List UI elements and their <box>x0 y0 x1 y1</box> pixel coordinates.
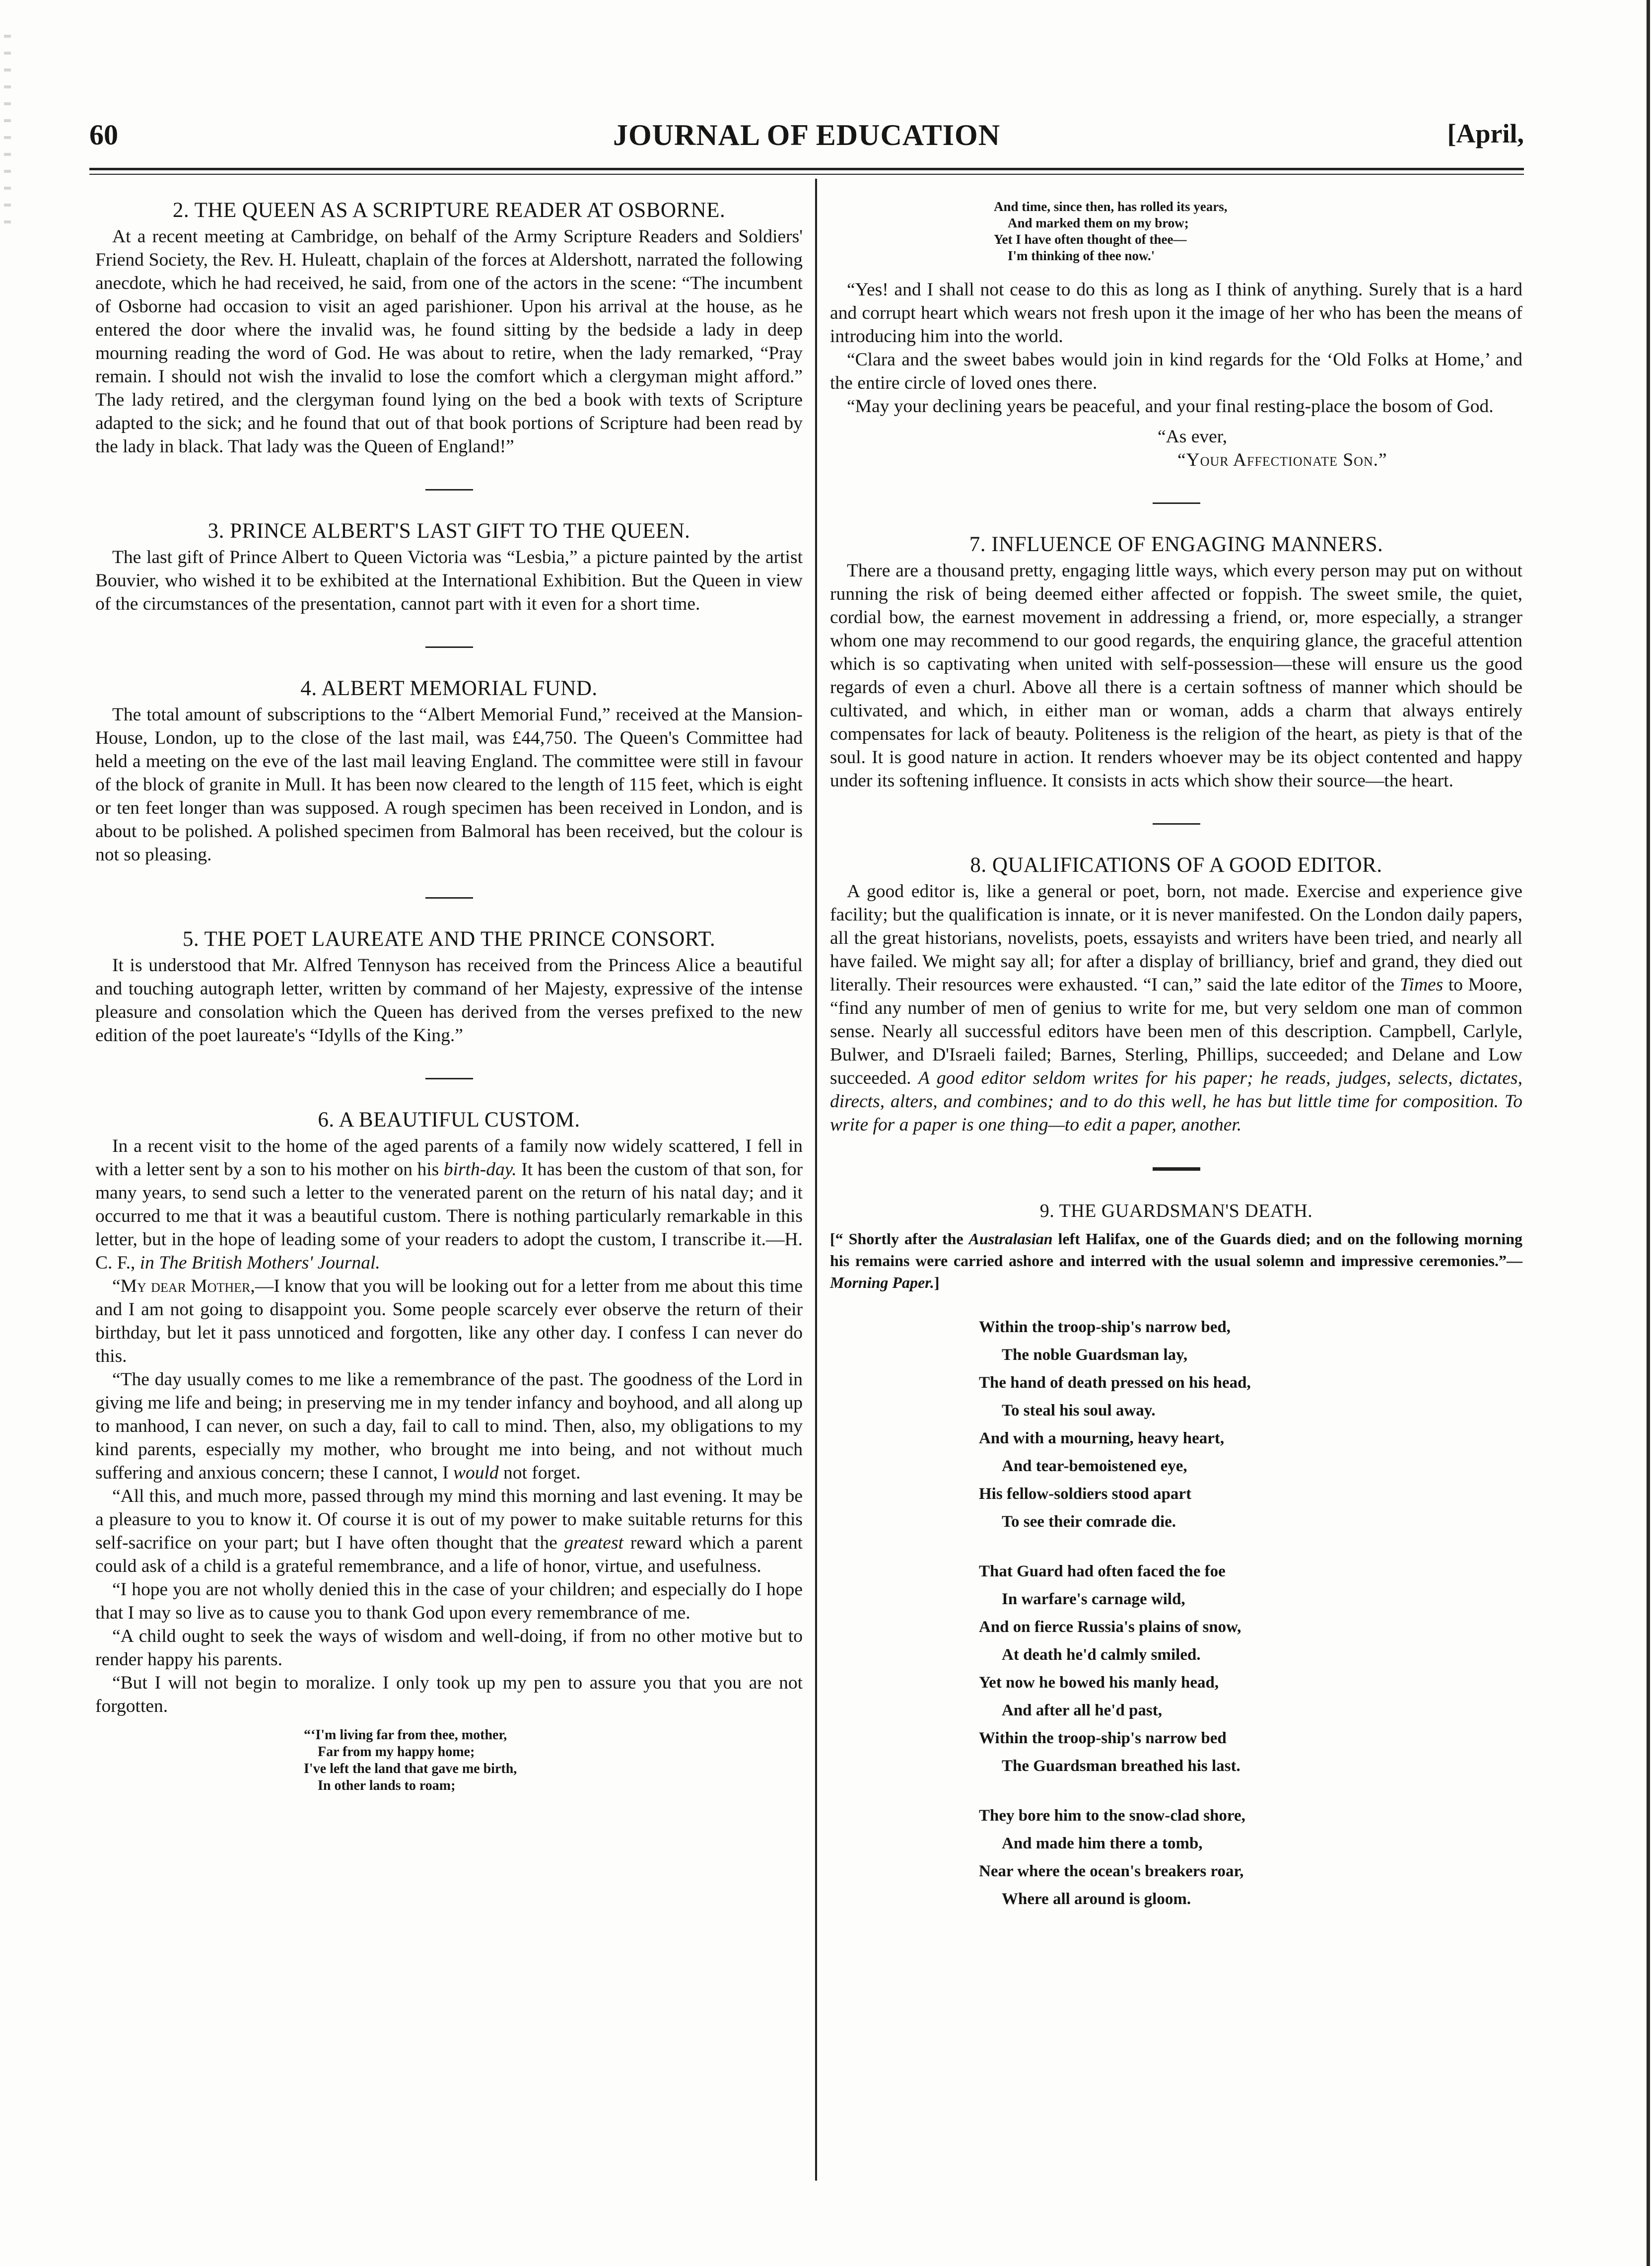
letter-emphasis: would <box>453 1463 499 1483</box>
poem-line: Yet now he bowed his manly head, <box>979 1674 1219 1692</box>
article-heading: 5. THE POET LAUREATE AND THE PRINCE CONSORT. <box>182 927 716 951</box>
article-body: The last gift of Prince Albert to Queen Victoria was “Lesbia,” a picture painted by the artist Bouvier, who wished it to be exhibited at the International Exhibition. But the Queen in view of the circumstances of the presentation, cannot part with it even for a short time. <box>95 547 803 614</box>
verse-line: I'm thinking of thee now.' <box>1008 248 1155 263</box>
letter-text-cont: reward which a parent could ask of a child is a grateful remembrance, and a life of honor, virtue, and usefulness. <box>95 1533 803 1576</box>
poem-line: To see their comrade die. <box>1002 1513 1176 1531</box>
letter-signoff <box>830 425 1522 472</box>
signoff-signature: “Your Affectionate Son.” <box>1177 450 1387 470</box>
intro-text-cont: It has been the custom of that son, for many years, to send such a letter to the venerated parent on the return of his natal day; and it occurred to me that it was a beautiful custom. There is nothing particularly remarkable in this letter, but in the hope of leading some of your readers to adopt the custom, I transcribe it.—H. C. F., <box>95 1159 803 1273</box>
poem-line: And on fierce Russia's plains of snow, <box>979 1618 1241 1636</box>
intro-birthday: birth-day. <box>443 1159 517 1180</box>
poem-line: Where all around is gloom. <box>1002 1890 1191 1908</box>
poem-stanza <box>979 1558 1522 1780</box>
issue-date: [April, <box>1447 119 1524 148</box>
section-separator <box>425 646 473 648</box>
poem-line: The noble Guardsman lay, <box>1002 1346 1188 1364</box>
note-text: [“ Shortly after the <box>830 1230 969 1248</box>
article-albert-memorial-fund <box>95 677 803 866</box>
article-heading: 4. ALBERT MEMORIAL FUND. <box>300 677 598 700</box>
article-body: It is understood that Mr. Alfred Tennyson has received from the Princess Alice a beautiful and touching autograph letter, written by command of her Majesty, expressive of the intense pleasure and consolation which the Queen has derived from the verses prefixed to the new edition of the poet laureate's “Idylls of the King.” <box>95 955 803 1046</box>
section-separator <box>1153 823 1200 825</box>
column-divider <box>815 179 817 2181</box>
poem <box>979 1313 1522 1913</box>
section-separator <box>1153 1167 1200 1171</box>
article-heading: 9. THE GUARDSMAN'S DEATH. <box>1039 1201 1313 1221</box>
article-heading: 7. INFLUENCE OF ENGAGING MANNERS. <box>969 533 1383 556</box>
letter-text: “All this, and much more, passed through my mind this morning and last evening. It may be a pleasure to you to know it. Of course it is out of my power to make suitable returns for this self-sacrifice on your part; but I have often thought that the <box>95 1486 803 1553</box>
letter-verse-continued <box>994 199 1522 264</box>
article-heading: 3. PRINCE ALBERT'S LAST GIFT TO THE QUEEN. <box>207 519 690 543</box>
letter-text-cont: not forget. <box>498 1463 581 1483</box>
poem-line: At death he'd calmly smiled. <box>1002 1646 1201 1664</box>
article-body: There are a thousand pretty, engaging little ways, which every person may put on without running the risk of being deemed either affected or foppish. The sweet smile, the quiet, cordial bow, the earnest movement in addressing a friend, or, more especially, a stranger whom one may recommend to our good regards, the enquiring glance, the graceful attention which is so captivating when united with self-possession—these will ensure us the good regards of even a churl. Above all there is a certain softness of manner which should be cultivated, and which, in either man or woman, adds a charm that always entirely compensates for lack of beauty. Politeness is the religion of the heart, as piety is that of the soul. It is good nature in action. It renders whoever may be its object contented and happy under its softening influence. It consists in acts which show their source—the heart. <box>830 561 1522 791</box>
poem-line: His fellow-soldiers stood apart <box>979 1485 1192 1503</box>
article-heading: 6. A BEAUTIFUL CUSTOM. <box>318 1108 580 1132</box>
article-body: The total amount of subscriptions to the “Albert Memorial Fund,” received at the Mansion-House, London, up to the close of the last mail, was £44,750. The Queen's Committee had held a meeting on the eve of the last mail leaving England. The committee were still in favour of the block of granite in Mull. It has been now cleared to the length of 115 feet, which is eight or ten feet longer than was supposed. A rough specimen has been received in London, and is about to be polished. A polished specimen from Balmoral has been received, but the colour is not so pleasing. <box>95 705 803 865</box>
signoff-line: “As ever, <box>1158 426 1228 447</box>
article-guardsmans-death <box>830 1200 1522 1913</box>
journal-title: JOURNAL OF EDUCATION <box>613 119 1001 151</box>
letter-paragraph <box>95 1368 803 1485</box>
poem-line: And with a mourning, heavy heart, <box>979 1429 1225 1447</box>
poem-line: That Guard had often faced the foe <box>979 1562 1226 1580</box>
intro-text: In a recent visit to the home of the aged parents of a family now widely scattered, I fell in with a letter sent by a son to his mother on his <box>95 1136 803 1180</box>
poem-line: In warfare's carnage wild, <box>1002 1590 1185 1608</box>
letter-emphasis: greatest <box>564 1533 623 1553</box>
body-times: Times <box>1399 975 1444 995</box>
section-separator <box>425 1078 473 1079</box>
poem-note <box>830 1228 1522 1293</box>
verse-line: I've left the land that gave me birth, <box>304 1761 517 1776</box>
article-body: At a recent meeting at Cambridge, on behalf of the Army Scripture Readers and Soldiers' Friend Society, the Rev. H. Huleatt, chaplain of the forces at Aldershott, narrated the following anecdote, which he had received, he said, from one of the actors in the scene: “The incumbent of Osborne had occasion to visit an aged parishioner. Upon his arrival at the house, as he entered the door where the invalid was, he found sitting by the bedside a lady in deep mourning reading the word of God. He was about to retire, when the lady remarked, “Pray remain. I should not wish the invalid to lose the comfort which a clergyman might afford.” The lady retired, and the clergyman found lying on the bed a book with texts of Scripture adapted to the sick; and he found that out of that book portions of Scripture had been read by the lady in black. That lady was the Queen of England!” <box>95 226 803 457</box>
letter-paragraph <box>95 1485 803 1578</box>
poem-stanza <box>979 1313 1522 1536</box>
verse-line: And time, since then, has rolled its years, <box>994 199 1228 214</box>
article-good-editor <box>830 853 1522 1136</box>
running-header <box>89 118 1524 163</box>
letter-text: “The day usually comes to me like a remembrance of the past. The goodness of the Lord in giving me life and being; in preserving me in my tender infancy and boyhood, and all along up to manhood, I can never, on such a day, fail to call to mind. Then, also, my obligations to my kind parents, especially my mother, who brought me into being, and not without much suffering and anxious concern; these I cannot, I <box>95 1369 803 1483</box>
note-text-cont: left Halifax, one of the Guards died; and on the following morning his remains were carried ashore and interred with the usual solemn and impressive ceremonies.”— <box>830 1230 1523 1270</box>
verse-line: In other lands to roam; <box>318 1778 456 1793</box>
page-number: 60 <box>89 119 118 151</box>
article-intro <box>95 1134 803 1275</box>
note-ship: Australasian <box>968 1230 1053 1248</box>
poem-line: To steal his soul away. <box>1002 1402 1156 1419</box>
body-italic-quote: A good editor seldom writes for his paper; he reads, judges, selects, dictates, directs, alters, and combines; and to do this well, he has but little time for composition. To write for a paper is one thing—to edit a paper, another. <box>830 1068 1522 1135</box>
poem-line: And made him there a tomb, <box>1002 1835 1203 1852</box>
poem-line: Within the troop-ship's narrow bed, <box>979 1318 1231 1336</box>
poem-line: They bore him to the snow-clad shore, <box>979 1807 1245 1825</box>
article-heading: 8. QUALIFICATIONS OF A GOOD EDITOR. <box>970 853 1382 877</box>
poem-line: Near where the ocean's breakers roar, <box>979 1862 1244 1880</box>
letter-salutation: “My dear Mother, <box>112 1276 255 1296</box>
article-heading: 2. THE QUEEN AS A SCRIPTURE READER AT OSBORNE. <box>172 199 726 222</box>
letter-paragraph: “A child ought to seek the ways of wisdom and well-doing, if from no other motive but to render happy his parents. <box>95 1626 803 1670</box>
section-separator <box>425 489 473 491</box>
article-beautiful-custom <box>95 1108 803 1794</box>
verse-line: Far from my happy home; <box>318 1744 475 1760</box>
letter-paragraph: “I hope you are not wholly denied this in the case of your children; and especially do I hope that I may so live as to cause you to thank God upon every remembrance of me. <box>95 1579 803 1623</box>
letter-paragraph <box>95 1275 803 1368</box>
letter-text: —I know that you will be looking out for a letter from me about this time and I am not going to disappoint you. Some people scarcely ever observe the return of their birthday, but let it pass unnoticed and forgotten, like any other day. I confess I can never do this. <box>95 1276 803 1366</box>
body-text: A good editor is, like a general or poet, born, not made. Exercise and experience give facility; but the qualification is innate, or it is never manifested. On the London daily papers, all the great historians, novelists, poets, essayists and writers have been tried, and nearly all have failed. We might say all; for after a display of brilliancy, brief and grand, they died out literally. Their resources were exhausted. “I can,” said the late editor of the <box>830 881 1522 995</box>
note-close: ] <box>934 1274 940 1291</box>
header-rule-thin <box>89 174 1524 175</box>
poem-stanza <box>979 1802 1522 1913</box>
poem-line: And after all he'd past, <box>1002 1701 1163 1719</box>
letter-paragraph: “Yes! and I shall not cease to do this as long as I think of anything. Surely that is a hard and corrupt heart which wears not fresh upon it the image of her who has been the means of introducing him into the world. <box>830 280 1522 347</box>
article-poet-laureate <box>95 927 803 1047</box>
letter-paragraph: “Clara and the sweet babes would join in kind regards for the ‘Old Folks at Home,’ and the entire circle of loved ones there. <box>830 350 1522 393</box>
header-rule <box>89 168 1524 170</box>
poem-line: The hand of death pressed on his head, <box>979 1374 1251 1392</box>
poem-line: The Guardsman breathed his last. <box>1002 1757 1240 1775</box>
article-queen-scripture-reader <box>95 199 803 458</box>
verse-line: “‘I'm living far from thee, mother, <box>304 1727 507 1743</box>
scan-binding-marks <box>4 35 11 233</box>
article-body <box>830 880 1522 1136</box>
article-prince-albert-gift <box>95 519 803 616</box>
section-separator <box>425 897 473 899</box>
poem-line: And tear-bemoistened eye, <box>1002 1457 1187 1475</box>
intro-source: in The British Mothers' Journal. <box>139 1253 380 1273</box>
verse-line: And marked them on my brow; <box>1008 215 1189 230</box>
article-engaging-manners <box>830 533 1522 792</box>
body-text-cont: to Moore, “find any number of men of genius to write for me, but very seldom one man of common sense. Nearly all successful editors have been men of this description. Campbell, Carlyle, Bulwer, and D'Israeli failed; Barnes, Sterling, Phillips, succeeded; and Delane and Low succeeded. <box>830 975 1522 1088</box>
poem-line: Within the troop-ship's narrow bed <box>979 1729 1227 1747</box>
letter-paragraph: “May your declining years be peaceful, and your final resting-place the bosom of God. <box>847 396 1494 417</box>
letter-paragraph: “But I will not begin to moralize. I only took up my pen to assure you that you are not forgotten. <box>95 1673 803 1716</box>
left-column <box>95 199 803 1803</box>
note-source: Morning Paper. <box>830 1274 934 1291</box>
letter-verse <box>304 1727 803 1794</box>
verse-line: Yet I have often thought of thee— <box>994 232 1187 247</box>
section-separator <box>1153 502 1200 504</box>
right-column <box>830 199 1522 1935</box>
scan-page-edge <box>1647 0 1650 2266</box>
